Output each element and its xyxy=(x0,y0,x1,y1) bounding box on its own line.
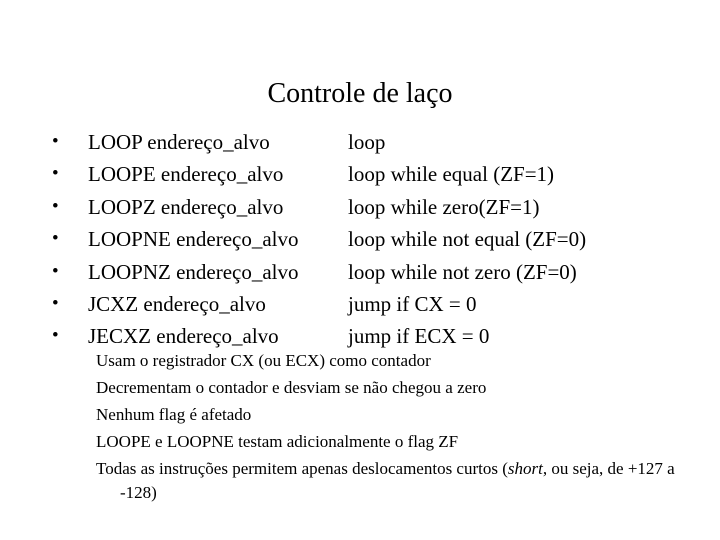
note-italic-term: short xyxy=(507,459,543,478)
list-item xyxy=(0,158,720,190)
note-line: Nenhum flag é afetado xyxy=(96,405,252,424)
slide-title: Controle de laço xyxy=(267,78,453,109)
notes-block xyxy=(96,347,676,505)
bullet: • xyxy=(52,325,59,347)
note-line: Decrementam o contador e desviam se não chegou a zero xyxy=(96,378,487,397)
list-item xyxy=(0,256,720,288)
note-text: , ou seja, de +127 a -128) xyxy=(120,459,675,502)
list-item xyxy=(0,126,720,158)
instruction-description: jump if CX = 0 xyxy=(348,291,477,316)
note-line: Usam o registrador CX (ou ECX) como contador xyxy=(96,351,431,370)
instruction-description: jump if ECX = 0 xyxy=(348,324,490,349)
instruction-mnemonic: LOOPE endereço_alvo xyxy=(88,162,284,187)
instruction-mnemonic: LOOP endereço_alvo xyxy=(88,130,270,154)
instruction-description: loop xyxy=(348,130,386,154)
note-line: LOOPE e LOOPNE testam adicionalmente o flag ZF xyxy=(96,432,459,451)
list-item xyxy=(0,191,720,223)
bullet: • xyxy=(52,260,59,282)
note-line xyxy=(96,457,676,505)
instruction-mnemonic: LOOPNE endereço_alvo xyxy=(88,227,299,252)
instruction-mnemonic: LOOPZ endereço_alvo xyxy=(88,194,284,219)
instruction-description: loop while zero(ZF=1) xyxy=(348,194,540,219)
bullet: • xyxy=(52,131,59,152)
instruction-list xyxy=(0,126,720,353)
instruction-mnemonic: LOOPNZ endereço_alvo xyxy=(88,259,299,284)
note-text: Todas as instruções permitem apenas deslocamentos curtos ( xyxy=(96,459,508,478)
bullet: • xyxy=(52,228,59,250)
bullet: • xyxy=(52,163,59,185)
list-item xyxy=(0,288,720,320)
instruction-description: loop while not equal (ZF=0) xyxy=(348,227,587,252)
list-item xyxy=(0,223,720,255)
bullet: • xyxy=(52,292,59,314)
bullet: • xyxy=(52,195,59,217)
instruction-description: loop while equal (ZF=1) xyxy=(348,162,555,187)
instruction-mnemonic: JCXZ endereço_alvo xyxy=(88,291,266,316)
instruction-mnemonic: JECXZ endereço_alvo xyxy=(88,324,279,349)
instruction-description: loop while not zero (ZF=0) xyxy=(348,259,577,284)
